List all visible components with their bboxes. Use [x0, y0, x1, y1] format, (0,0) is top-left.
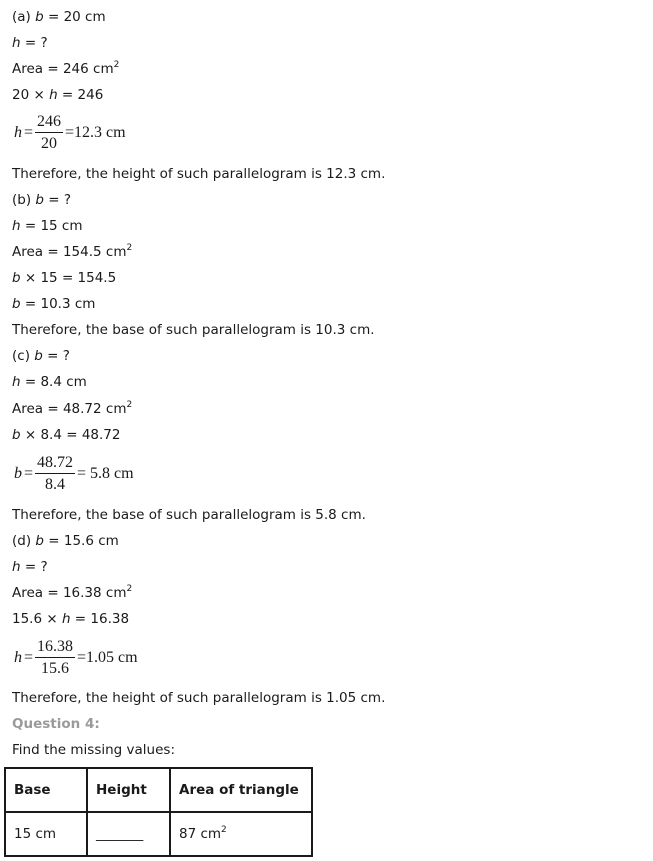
- part-d-unknown: [12, 558, 48, 576]
- value: = 8.4 cm: [24, 374, 87, 390]
- area-text: Area = 246 cm: [12, 61, 114, 77]
- area-text: Area = 154.5 cm: [12, 244, 127, 260]
- table-row: [5, 812, 312, 856]
- superscript: 2: [113, 60, 120, 70]
- table-header-row: [5, 768, 312, 812]
- part-a-given: [12, 8, 106, 26]
- variable: b: [12, 296, 21, 312]
- variable: h: [61, 611, 71, 627]
- denominator: 15.6: [41, 659, 70, 677]
- part-label: (b): [12, 192, 32, 208]
- question-prompt: Find the missing values:: [12, 742, 175, 758]
- eq-pre: 15.6 ×: [12, 611, 62, 627]
- variable: b: [35, 9, 44, 25]
- numerator: 48.72: [35, 453, 75, 474]
- value: = ?: [24, 35, 48, 51]
- area-value: 87 cm: [179, 826, 222, 842]
- value: = ?: [48, 192, 72, 208]
- variable: h: [12, 35, 21, 51]
- part-d-area: [12, 584, 132, 602]
- value: = 20 cm: [47, 9, 106, 25]
- variable: b: [12, 427, 21, 443]
- area-text: Area = 16.38 cm: [12, 585, 127, 601]
- variable: h: [12, 559, 21, 575]
- part-a-area: [12, 60, 119, 78]
- equals: =: [24, 465, 34, 482]
- cell-height: _______: [87, 812, 170, 856]
- value: = ?: [24, 559, 48, 575]
- variable: b: [14, 465, 22, 482]
- denominator: 20: [41, 134, 58, 152]
- equals: =: [24, 124, 34, 141]
- header-base: Base: [5, 768, 87, 812]
- variable: b: [34, 348, 43, 364]
- value: = ?: [47, 348, 70, 364]
- part-d-equation: [12, 610, 129, 628]
- numerator: 246: [35, 112, 63, 133]
- superscript: 2: [126, 584, 133, 594]
- variable: b: [35, 192, 44, 208]
- result: =12.3 cm: [65, 124, 126, 141]
- part-c-unknown: [12, 373, 87, 391]
- fraction: [35, 112, 63, 155]
- superscript: 2: [221, 825, 227, 835]
- eq-post: = 246: [57, 87, 104, 103]
- part-b-given: [12, 191, 71, 209]
- part-a-conclusion: Therefore, the height of such parallelogram is 12.3 cm.: [12, 166, 386, 182]
- variable: h: [12, 374, 21, 390]
- variable: h: [14, 124, 22, 141]
- area-text: Area = 48.72 cm: [12, 401, 127, 417]
- variable: b: [35, 533, 44, 549]
- part-a-unknown: [12, 34, 48, 52]
- superscript: 2: [126, 243, 133, 253]
- part-label: (d): [12, 533, 32, 549]
- cell-base: 15 cm: [5, 812, 87, 856]
- part-c-equation: [12, 426, 120, 444]
- eq-post: × 15 = 154.5: [20, 270, 117, 286]
- denominator: 8.4: [45, 475, 66, 493]
- part-d-given: [12, 532, 119, 550]
- variable: h: [14, 649, 22, 666]
- result: =1.05 cm: [77, 649, 138, 666]
- superscript: 2: [126, 400, 133, 410]
- part-d-conclusion: Therefore, the height of such parallelogram is 1.05 cm.: [12, 690, 386, 706]
- variable: b: [12, 270, 21, 286]
- numerator: 16.38: [35, 637, 75, 658]
- value: = 10.3 cm: [24, 296, 96, 312]
- part-a-fraction: [14, 110, 126, 156]
- part-b-area: [12, 243, 132, 261]
- value: = 15.6 cm: [48, 533, 119, 549]
- part-b-conclusion: Therefore, the base of such parallelogram is 10.3 cm.: [12, 322, 375, 338]
- variable: h: [49, 87, 58, 103]
- cell-area: [170, 812, 312, 856]
- part-b-equation: [12, 269, 116, 287]
- part-b-unknown: [12, 217, 83, 235]
- missing-values-table: [4, 767, 313, 857]
- eq-post: = 16.38: [70, 611, 130, 627]
- result: = 5.8 cm: [77, 465, 134, 482]
- equals: =: [24, 649, 34, 666]
- part-a-equation: [12, 86, 103, 104]
- fraction: [35, 637, 75, 680]
- fraction: [35, 453, 75, 496]
- header-height: Height: [87, 768, 170, 812]
- eq-post: × 8.4 = 48.72: [20, 427, 121, 443]
- part-d-fraction: [14, 635, 138, 681]
- value: = 15 cm: [24, 218, 83, 234]
- eq-pre: 20 ×: [12, 87, 50, 103]
- header-area: Area of triangle: [170, 768, 312, 812]
- part-c-area: [12, 400, 132, 418]
- part-c-conclusion: Therefore, the base of such parallelogram is 5.8 cm.: [12, 507, 366, 523]
- part-label: (c): [12, 348, 30, 364]
- part-label: (a): [12, 9, 31, 25]
- variable: h: [12, 218, 21, 234]
- question-heading: Question 4:: [12, 716, 100, 732]
- part-c-fraction: [14, 451, 134, 497]
- part-c-given: [12, 347, 70, 365]
- part-b-result: [12, 295, 95, 313]
